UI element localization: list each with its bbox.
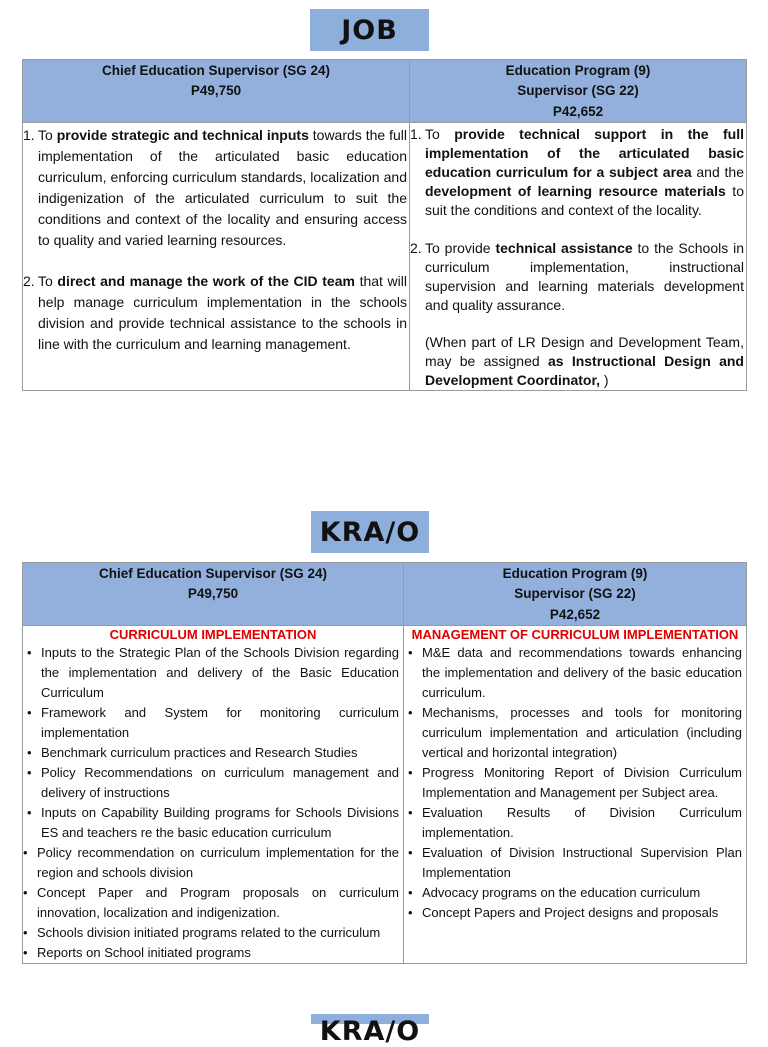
list-item: 1. To provide technical support in the full implementation of the articulated basic education curriculum for a subject area and the development of learning resource materials to suit the conditions and context of the locality. <box>410 125 744 218</box>
list-item: • Concept Papers and Project designs and proposals <box>404 903 746 923</box>
list-item: • Benchmark curriculum practices and Research Studies <box>23 743 403 763</box>
list-item: • Evaluation of Division Instructional Supervision Plan Implementation <box>404 843 746 883</box>
kra-right-cell <box>404 626 747 964</box>
list-item: • Schools division initiated programs related to the curriculum <box>23 923 403 943</box>
salary: P42,652 <box>549 606 601 622</box>
salary: P42,652 <box>552 103 604 119</box>
list-item: • Inputs to the Strategic Plan of the Schools Division regarding the implementation and delivery of the Basic Education Curriculum <box>23 643 403 703</box>
list-item: • Framework and System for monitoring curriculum implementation <box>23 703 403 743</box>
job-right-cell <box>410 122 747 390</box>
list-item: • Inputs on Capability Building programs for Schools Divisions ES and teachers re the basic education curriculum <box>23 803 403 843</box>
list-item: • Advocacy programs on the education curriculum <box>404 883 746 903</box>
job-left-header <box>23 60 410 123</box>
list-item: • Policy Recommendations on curriculum management and delivery of instructions <box>23 763 403 803</box>
position-title: Chief Education Supervisor (SG 24) <box>98 566 328 581</box>
salary: P49,750 <box>190 83 242 99</box>
job-right-note: (When part of LR Design and Development Team, may be assigned as Instructional Design and Development Coordinator, ) <box>425 333 744 388</box>
kra-left-cell <box>23 626 404 964</box>
next-title-banner <box>311 1014 429 1047</box>
kra-left-list-a <box>23 643 403 843</box>
position-title: Education Program (9) <box>502 566 648 581</box>
job-right-header <box>410 60 747 123</box>
category-heading: CURRICULUM IMPLEMENTATION <box>109 627 317 642</box>
salary: P49,750 <box>187 586 239 602</box>
kra-title-banner <box>311 511 429 553</box>
job-table-header-row <box>23 60 747 123</box>
kra-right-header <box>404 563 747 626</box>
list-item: • Mechanisms, processes and tools for monitoring curriculum implementation and articulation (including vertical and horizontal integration) <box>404 703 746 763</box>
kra-table-header-row <box>23 563 747 626</box>
list-item: • M&E data and recommendations towards enhancing the implementation and delivery of the basic education curriculum. <box>404 643 746 703</box>
kra-title: KRA/O <box>319 516 421 548</box>
kra-table-body-row <box>23 626 747 964</box>
list-item: 1. To provide strategic and technical inputs towards the full implementation of the articulated basic education curriculum, enforcing curriculum standards, localization and indigenization of the articulated curriculum to suit the conditions and context of the locality and ensuring access to quality and varied learning resources. <box>23 126 407 248</box>
list-item: • Policy recommendation on curriculum implementation for the region and schools division <box>23 843 403 883</box>
job-table-body-row <box>23 122 747 390</box>
position-title: Education Program (9) <box>505 63 651 78</box>
job-table <box>22 59 747 391</box>
list-item: • Reports on School initiated programs <box>23 943 403 963</box>
job-title-banner <box>310 9 429 51</box>
list-item: • Progress Monitoring Report of Division Curriculum Implementation and Management per Subject area. <box>404 763 746 803</box>
category-heading: MANAGEMENT OF CURRICULUM IMPLEMENTATION <box>411 627 739 642</box>
job-title: JOB <box>341 14 398 46</box>
job-left-cell <box>23 122 410 390</box>
position-grade: Supervisor (SG 22) <box>514 586 636 602</box>
next-title: KRA/O <box>319 1016 421 1047</box>
job-right-list <box>410 125 746 315</box>
kra-table <box>22 562 747 964</box>
list-item: 2. To direct and manage the work of the CID team that will help manage curriculum implementation in the schools division and provide technical assistance to the schools in line with the curriculum and learning management. <box>23 272 407 352</box>
kra-left-list-b <box>23 843 403 963</box>
list-item: • Concept Paper and Program proposals on curriculum innovation, localization and indigenization. <box>23 883 403 923</box>
kra-right-list <box>404 643 746 923</box>
kra-left-header <box>23 563 404 626</box>
job-left-list <box>23 125 409 355</box>
list-item: • Evaluation Results of Division Curriculum implementation. <box>404 803 746 843</box>
position-grade: Supervisor (SG 22) <box>517 83 639 99</box>
position-title: Chief Education Supervisor (SG 24) <box>101 63 331 78</box>
list-item: 2. To provide technical assistance to the Schools in curriculum implementation, instructional supervision and learning materials development and quality assurance. <box>410 239 745 313</box>
